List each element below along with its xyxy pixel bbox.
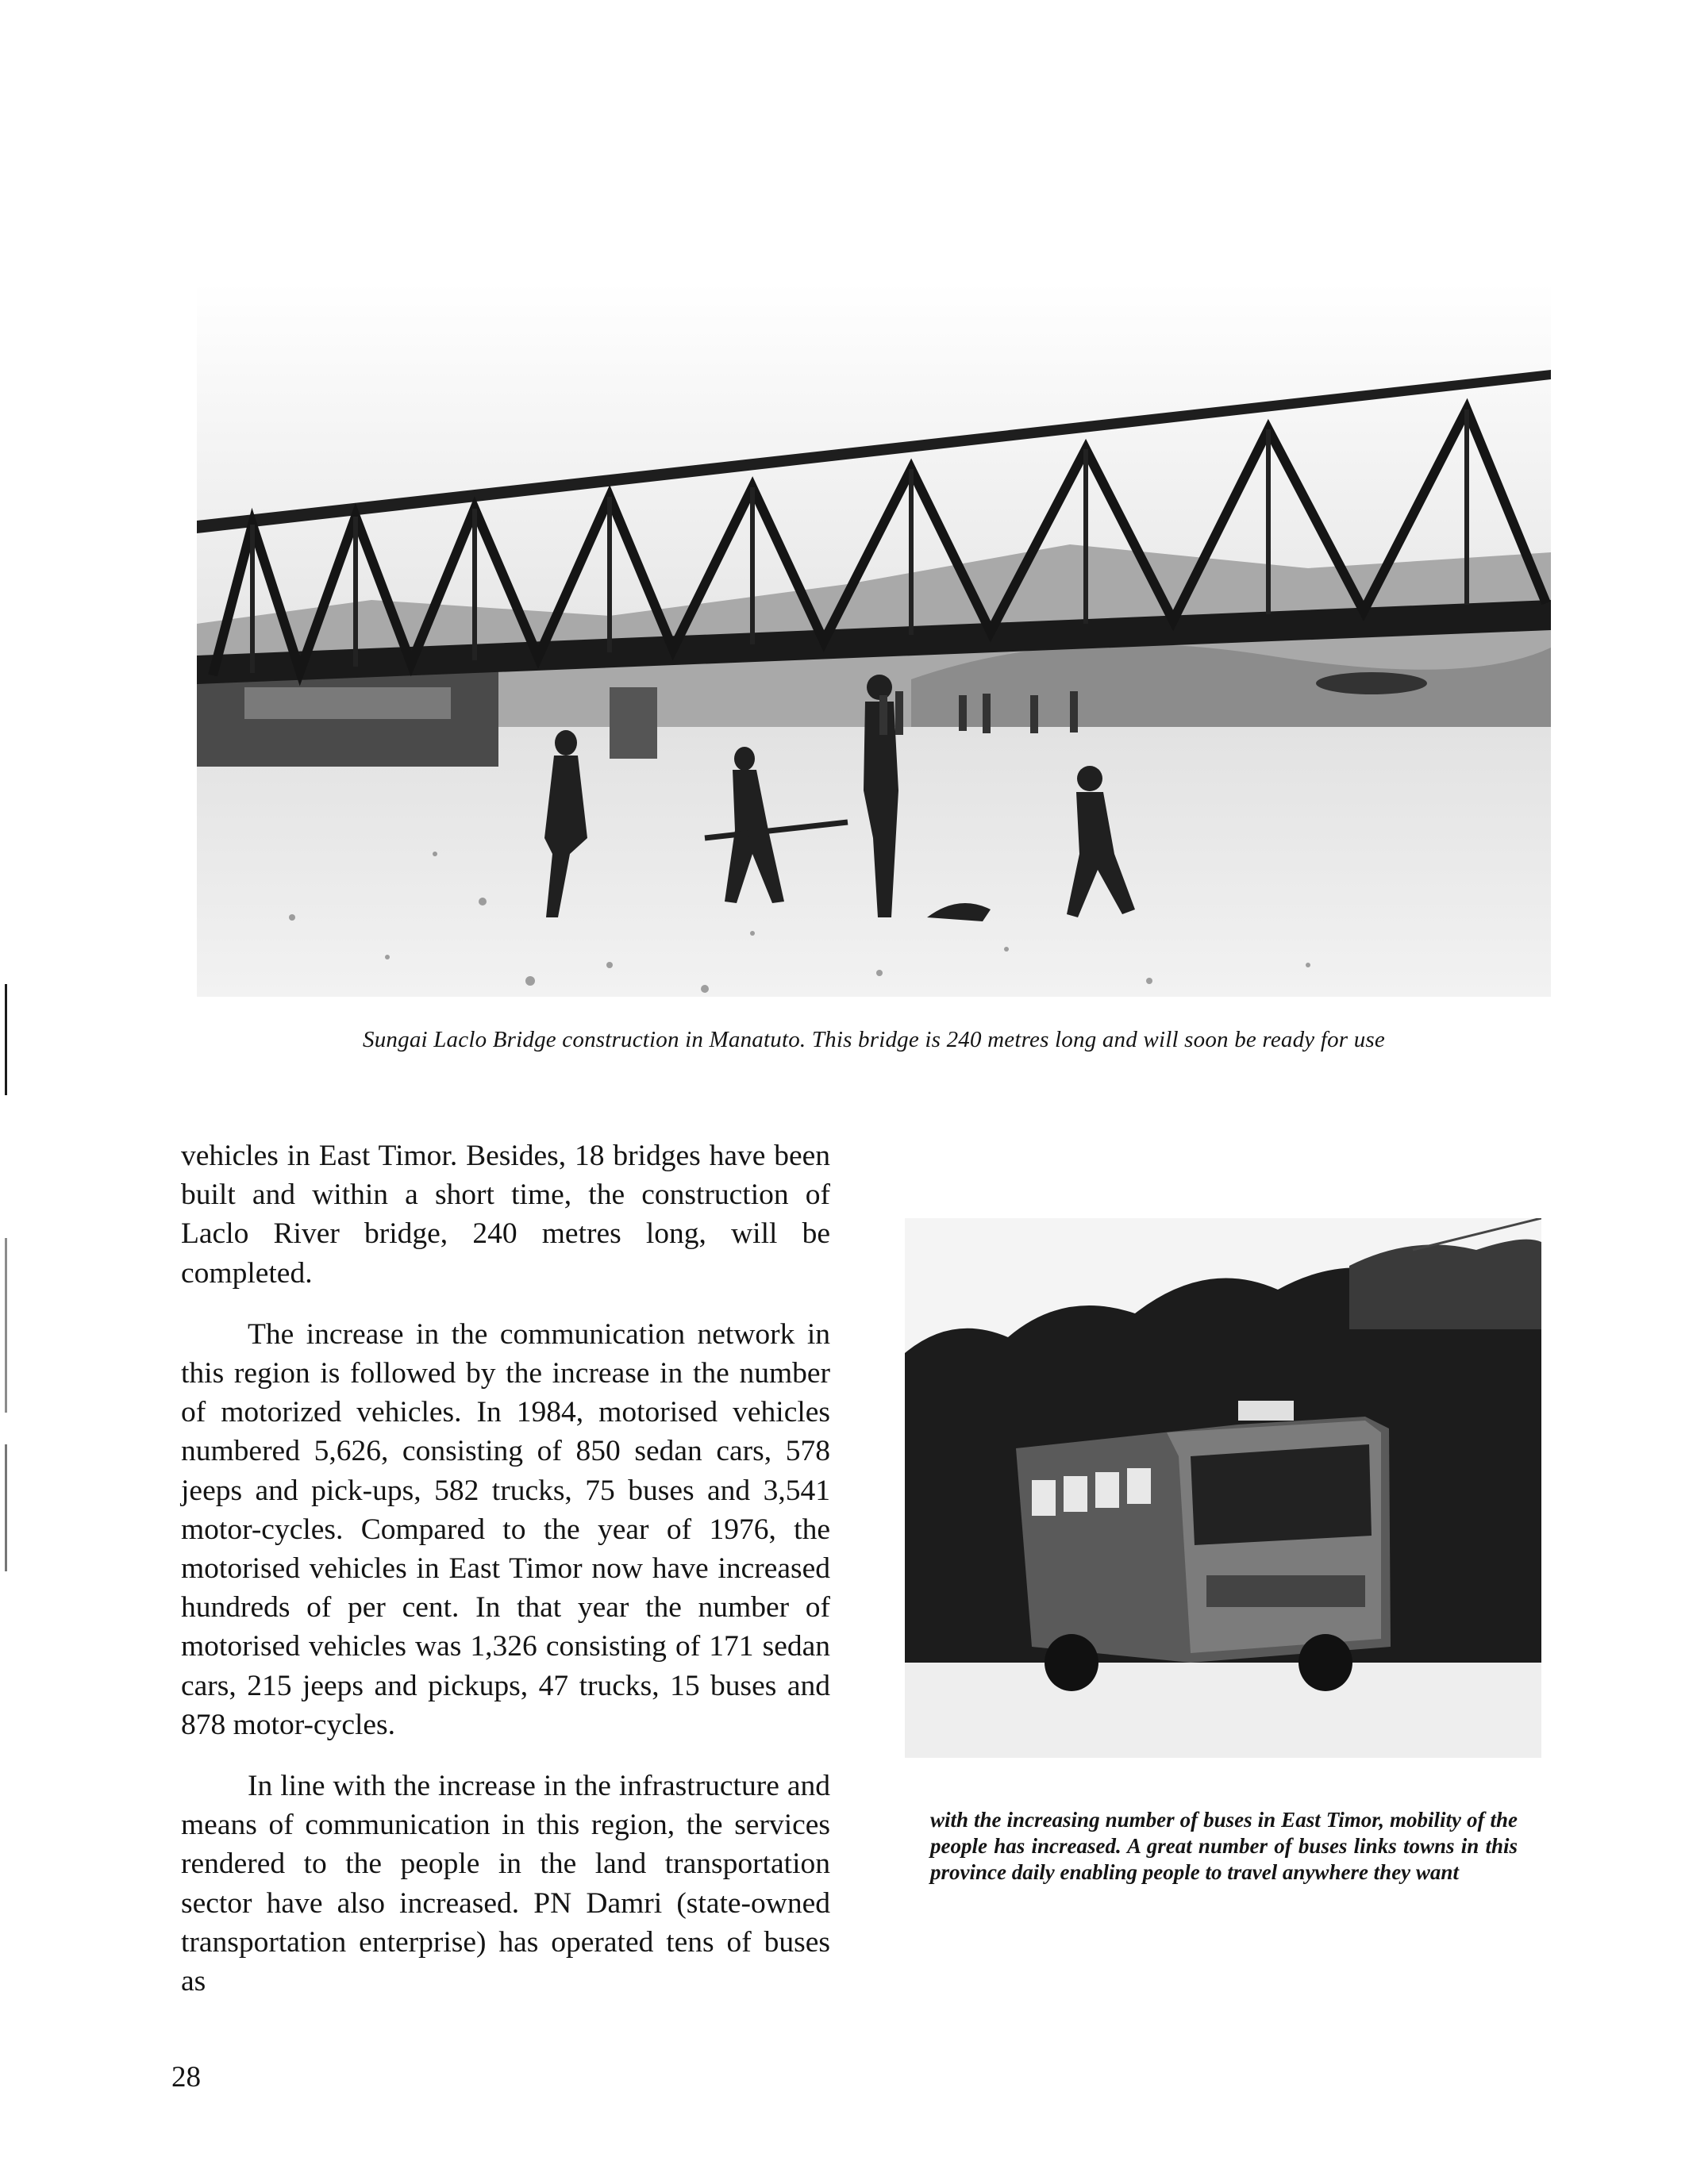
article-body [181, 1136, 830, 2023]
body-paragraph: vehicles in East Timor. Besides, 18 bridges have been built and within a short time, the construction of Laclo River bridge, 240 metres long, will be completed. [181, 1140, 830, 1290]
scan-edge-mark [5, 1238, 7, 1413]
body-paragraph: In line with the increase in the infrastructure and means of communication in this region, the services rendered to the people in the land transportation sector have also increased. PN Damri (state-owned transportation enterprise) has operated tens of buses as [181, 1770, 830, 1998]
scan-edge-mark [5, 984, 7, 1095]
bus-photo [905, 1218, 1541, 1758]
page-number: 28 [171, 2061, 201, 2094]
scan-edge-mark [5, 1444, 7, 1571]
bus-photo-caption: with the increasing number of buses in East Timor, mobility of the people has increased. A great number of buses links towns in this province daily enabling people to travel anywhere they want [930, 1808, 1518, 1884]
bridge-photo [197, 283, 1551, 997]
body-paragraph: The increase in the communication network in this region is followed by the increase in the number of motorized vehicles. In 1984, motorised vehicles numbered 5,626, consisting of 850 sedan cars, 578 jeeps and pick-ups, 582 trucks, 75 buses and 3,541 motor-cycles. Compared to the year of 1976, the motorised vehicles in East Timor now have increased hundreds of per cent. In that year the number of motorised vehicles was 1,326 consisting of 171 sedan cars, 215 jeeps and pickups, 47 trucks, 15 buses and 878 motor-cycles. [181, 1317, 830, 1741]
bridge-photo-caption: Sungai Laclo Bridge construction in Manatuto. This bridge is 240 metres long and will soon be ready for use [363, 1027, 1385, 1052]
